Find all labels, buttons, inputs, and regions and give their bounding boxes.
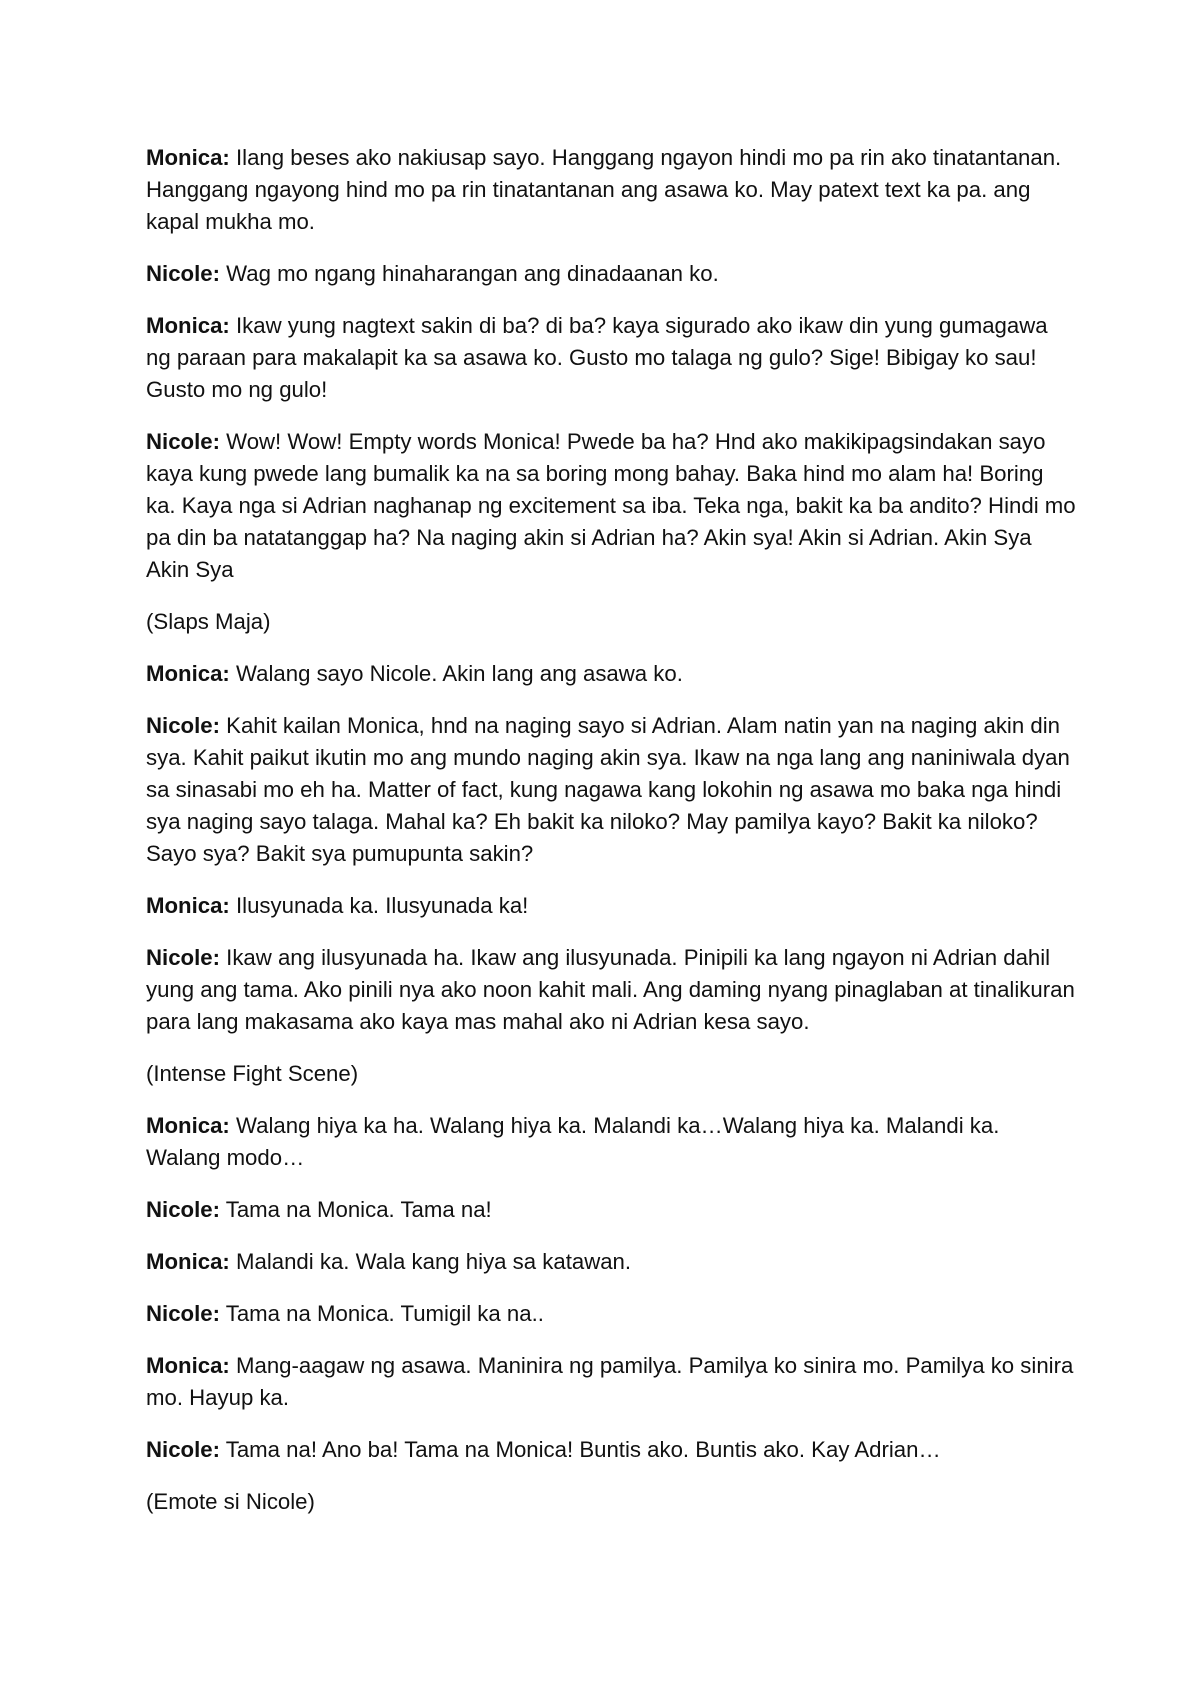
dialogue-line [146, 1246, 1076, 1278]
speaker-name: Nicole: [146, 429, 220, 454]
stage-direction-text: (Emote si Nicole) [146, 1489, 315, 1514]
stage-direction [146, 1486, 1076, 1518]
dialogue-line [146, 426, 1076, 586]
dialogue-text: Wag mo ngang hinaharangan ang dinadaanan ko. [226, 261, 719, 286]
speaker-name: Monica: [146, 1249, 230, 1274]
speaker-name: Nicole: [146, 1301, 220, 1326]
speaker-name: Nicole: [146, 261, 220, 286]
speaker-name: Nicole: [146, 713, 220, 738]
dialogue-text: Ikaw ang ilusyunada ha. Ikaw ang ilusyunada. Pinipili ka lang ngayon ni Adrian dahil yung ang tama. Ako pinili nya ako noon kahit mali. Ang daming nyang pinaglaban at tinalikuran para lang makasama ako kaya mas mahal ako ni Adrian kesa sayo. [146, 945, 1075, 1034]
dialogue-line [146, 1110, 1076, 1174]
stage-direction [146, 606, 1076, 638]
speaker-name: Monica: [146, 1113, 230, 1138]
dialogue-text: Walang sayo Nicole. Akin lang ang asawa ko. [236, 661, 683, 686]
speaker-name: Monica: [146, 1353, 230, 1378]
stage-direction-text: (Slaps Maja) [146, 609, 271, 634]
speaker-name: Nicole: [146, 945, 220, 970]
dialogue-line [146, 1298, 1076, 1330]
dialogue-text: Tama na Monica. Tumigil ka na.. [225, 1301, 544, 1326]
dialogue-text: Walang hiya ka ha. Walang hiya ka. Malandi ka…Walang hiya ka. Malandi ka. Walang modo… [146, 1113, 1000, 1170]
dialogue-text: Malandi ka. Wala kang hiya sa katawan. [236, 1249, 632, 1274]
dialogue-text: Ilang beses ako nakiusap sayo. Hanggang ngayon hindi mo pa rin ako tinatantanan. Hanggang ngayong hind mo pa rin tinatantanan ang asawa ko. May patext text ka pa. ang kapal mukha mo. [146, 145, 1062, 234]
dialogue-line [146, 142, 1076, 238]
dialogue-line [146, 1434, 1076, 1466]
dialogue-text: Wow! Wow! Empty words Monica! Pwede ba ha? Hnd ako makikipagsindakan sayo kaya kung pwede lang bumalik ka na sa boring mong bahay. Baka hind mo alam ha! Boring ka. Kaya nga si Adrian naghanap ng excitement sa iba. Teka nga, bakit ka ba andito? Hindi mo pa din ba natatanggap ha? Na naging akin si Adrian ha? Akin sya! Akin si Adrian. Akin Sya Akin Sya [146, 429, 1076, 582]
dialogue-line [146, 658, 1076, 690]
dialogue-text: Tama na! Ano ba! Tama na Monica! Buntis ako. Buntis ako. Kay Adrian… [225, 1437, 941, 1462]
dialogue-line [146, 710, 1076, 870]
dialogue-line [146, 890, 1076, 922]
dialogue-line [146, 942, 1076, 1038]
speaker-name: Nicole: [146, 1197, 220, 1222]
dialogue-text: Ilusyunada ka. Ilusyunada ka! [236, 893, 529, 918]
speaker-name: Monica: [146, 893, 230, 918]
dialogue-line [146, 1350, 1076, 1414]
dialogue-line [146, 258, 1076, 290]
speaker-name: Monica: [146, 145, 230, 170]
stage-direction-text: (Intense Fight Scene) [146, 1061, 359, 1086]
dialogue-line [146, 310, 1076, 406]
speaker-name: Nicole: [146, 1437, 220, 1462]
dialogue-text: Kahit kailan Monica, hnd na naging sayo si Adrian. Alam natin yan na naging akin din sya. Kahit paikut ikutin mo ang mundo naging akin sya. Ikaw na nga lang ang naniniwala dyan sa sinasabi mo eh ha. Matter of fact, kung nagawa kang lokohin ng asawa mo baka nga hindi sya naging sayo talaga. Mahal ka? Eh bakit ka niloko? May pamilya kayo? Bakit ka niloko? Sayo sya? Bakit sya pumupunta sakin? [146, 713, 1070, 866]
dialogue-line [146, 1194, 1076, 1226]
speaker-name: Monica: [146, 661, 230, 686]
dialogue-text: Ikaw yung nagtext sakin di ba? di ba? kaya sigurado ako ikaw din yung gumagawa ng paraan para makalapit ka sa asawa ko. Gusto mo talaga ng gulo? Sige! Bibigay ko sau! Gusto mo ng gulo! [146, 313, 1048, 402]
script-page [146, 142, 1076, 1538]
speaker-name: Monica: [146, 313, 230, 338]
dialogue-text: Mang-aagaw ng asawa. Maninira ng pamilya. Pamilya ko sinira mo. Pamilya ko sinira mo. Hayup ka. [146, 1353, 1074, 1410]
stage-direction [146, 1058, 1076, 1090]
dialogue-text: Tama na Monica. Tama na! [225, 1197, 492, 1222]
